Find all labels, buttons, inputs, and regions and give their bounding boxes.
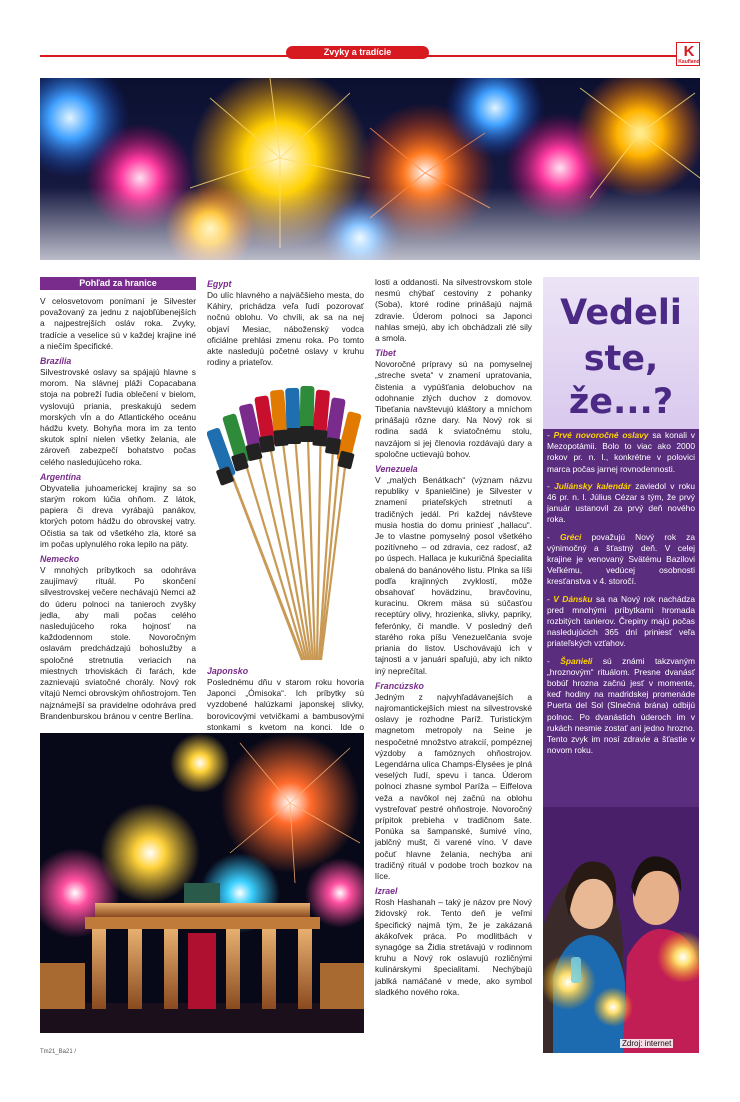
paragraph-francuzsko: Jedným z najvyhľadávanejších a najromantickejších miest na silvestrovské oslavy je rozhodne Paríž. Turistickým magnetom metropoly na Seine je nespočetné množstvo atrakcií, pompéznej výzdoby a famóznych ohňostrojov. Legendárna ulica Champs-Élysées je plná veselých ľudí, spevu i tanca. Úderom polnoci zhasne symbol Paríža – Eiffelova veža a navôkol nej začnú na oblohu vystreľovať pestré ohňostroje. Novoročný prípitok prebieha v tradičnom šate. Ponúka sa šampanské, šumivé víno, jablčný mušt, či varené víno. V dave počuť hlavne želania, nechýba ani tradičný rituál v podobe troch bozkov na líce.	[375, 691, 532, 881]
heading-japonsko: Japonsko	[207, 666, 249, 676]
fact-5: - Španieli sú známi takzvaným „hroznovým“ rituálom. Presne dvanásť bobúľ hrozna začnú jesť v momente, keď hodiny na madridskej promenáde Puerta del Sol (Slnečná brána) odbijú polnoc. Po dvanástich úderoch im v rukách nesmie zostať ani jedno hrozno. Tento zvyk im nosí zdravie a šťastie v novom roku.	[547, 655, 695, 756]
logo-letter: K	[683, 43, 695, 60]
brandenburg-illustration	[40, 733, 364, 1033]
heading-nemecko: Nemecko	[40, 554, 80, 565]
intro-paragraph: V celosvetovom ponímaní je Silvester považovaný za jednu z najobľúbenejších a najpestrejších osláv roka. Zvyky, tradície a veselice sú v každej krajine iné a niečím špecifické.	[40, 296, 196, 351]
couple-photo	[543, 807, 699, 1053]
fact-1-lead: Prvé novoročné oslavy	[553, 430, 649, 440]
did-you-know-sidebar	[543, 277, 699, 1053]
heading-venezuela: Venezuela	[375, 464, 418, 475]
heading-argentina: Argentína	[40, 471, 82, 482]
sidebar-title-line-3: že...?	[568, 382, 674, 422]
paragraph-izrael: Rosh Hashanah – taký je názov pre Nový židovský rok. Tento deň je veľmi špecifický najmä tým, že je zakázaná akákoľvek práca. Po modlitbách v synagóge sa Židia stretávajú v rodinnom kruhu a Nový rok oslavujú rozličnými kulinárskymi špecialitami. Nechýbajú jablká namáčané v mede, ako symbol sladkého nového roka.	[375, 897, 532, 997]
article-column-3	[375, 277, 532, 1002]
rockets-illustration	[207, 380, 364, 663]
heading-brazilia: Brazília	[40, 356, 72, 367]
rockets-image	[207, 380, 364, 663]
paragraph-brazilia: Silvestrovské oslavy sa spájajú hlavne s morom. Na slávnej pláži Copacabana stoja na pobreží ľudia oblečení v bielom, vyslovujú priania, preskakujú sedem morských vĺn a do Atlantického oceánu hádžu kvety. Bohyňa mora im za tento skutok splní nielen všetky želania, ale zároveň zabezpečí bohatstvo počas celého nasledujúceho roka.	[40, 367, 196, 467]
fact-2: - Juliánsky kalendár zaviedol v roku 46 pr. n. l. Július Cézar s tým, že prvý január ustanovil za prvý deň nového roka.	[547, 480, 696, 525]
fact-4-text: sa na Nový rok nachádza pred mnohými príbytkami hromada rozbitých tanierov. Črepiny majú počas nasledujúcich 365 dní priniesť veľa priateľských vzťahov.	[547, 593, 695, 649]
section-title: Zvyky a tradície	[286, 46, 429, 59]
fact-1-text: sa konali v Mezopotámii. Bolo to viac ako 2000 rokov pr. n. l., konkrétne v polovici marca počas jarnej rovnodennosti.	[547, 430, 695, 474]
fact-3-text: považujú Nový rok za výnimočný a šťastný deň. V celej krajine je venovaný Svätému Bazilovi Veľkému, vedúcej osobnosti kresťanstva v 4. storočí.	[547, 531, 695, 587]
paragraph-argentina: Obyvatelia juhoamerickej krajiny sa so starým rokom lúčia ohňom. Z látok, papiera či dreva vyrábajú panákov, ktorých potom hádžu do obrovskej vatry. Očistia sa tak od všetkého zla, ktoré sa im počas uplynulého roka lepilo na päty.	[40, 482, 196, 549]
sidebar-title-line-1: Vedeli	[560, 293, 682, 333]
fact-5-text: sú známi takzvaným „hroznovým“ rituálom. Presne dvanásť bobúľ hrozna začnú jesť v momente, keď hodiny na madridskej promenáde Puerta del Sol (Slnečná brána) odbijú polnoc. Po dvanástich úderoch im v rukách nesmie zostať ani jedno hrozno. Tento zvyk im nosí zdravie a šťastie v novom roku.	[547, 655, 695, 756]
paragraph-japonsko: Poslednému dňu v starom roku hovoria Japonci „Ómisoka“. Ich príbytky sú vyzdobené halúzkami japonskej slivky, borovicovými vetvičkami a bambusovými stonkami s kvetom na konci. Ide o	[207, 677, 364, 732]
hero-fireworks-image	[40, 78, 700, 260]
paragraph-venezuela: V „malých Benátkach“ (význam názvu republiky v španielčine) je Silvester v znamení priateľských stretnutí a tradičných jedál. Pri každej návšteve musia hostia do domu priniesť „hallacu“. Je to vlastne pomyselný posol všetkého pozitívneho – od zdravia, cez radosť, až po úspech. Hallaca je kukuričná špecialita obalená do banánového listu. Plnka sa líši podľa krajinných zvyklostí, môže obsahovať hovädzinu, bravčovinu, kuracinu. Okrem mäsa sú súčasťou receptúry olivy, hrozienka, slivky, papriky, feferónky, či mandle. V posledný deň starého roka píšu Venezuelčania svoje priania do listov. Uschovávajú ich v tajnosti a v januári spaľujú, aby ich nikto iný neprečítal.	[375, 475, 532, 676]
paragraph-nemecko: V mnohých príbytkoch sa odohráva zaujímavý rituál. Po skončení silvestrovskej večere nechávajú Nemci až do úderu polnoci na tanieroch zvyšky jedla, aby mali počas celého nasledujúceho roka hojnosť na každodennom stole. Novoročným oslavám predchádzajú bohoslužby a spoločné stretnutia veriacich na miestnych trhoviskách či farách, kde zaznievajú sviatočné chorály. Nový rok vítajú Nemci obrovským ohňostrojom. Ten najznámejší sa pravidelne odohráva pred Brandenburskou bránou v centre Berlína.	[40, 565, 196, 721]
paragraph-egypt: Do ulíc hlavného a najväčšieho mesta, do Káhiry, prichádza veľa ľudí pozorovať nočnú oblohu. Vo chvíli, ak sa na nej objaví Mesiac, náboženský vodca oficiálne prehlási zmenu roka. Po tomto akte nasledujú početné oslavy v kruhu rodiny a priateľov.	[207, 290, 364, 368]
sidebar-title-line-2: ste,	[583, 339, 659, 379]
fact-2-lead: Juliánsky kalendár	[554, 480, 631, 491]
fact-5-lead: Španieli	[560, 655, 593, 666]
article-column-2	[207, 277, 364, 372]
photo-credit: Zdroj: internet	[622, 1039, 672, 1048]
sidebar-facts	[547, 430, 695, 762]
paragraph-japonsko-cont: losti a oddanosti. Na silvestrovskom stole nesmú chýbať cestoviny z pohanky (Soba), ktoré rodine prinášajú najmä zdravie. Úderom polnoci sa Japonci nahlas smejú, aby ich obchádzali zlé sily a smola.	[375, 277, 532, 344]
logo-brand: Kaufland	[678, 59, 700, 65]
kaufland-logo	[676, 42, 700, 66]
fact-1: - Prvé novoročné oslavy sa konali v Mezopotámii. Bolo to viac ako 2000 rokov pr. n. l., konkrétne v polovici marca počas jarnej rovnodennosti.	[547, 430, 695, 474]
fact-4-lead: V Dánsku	[553, 593, 593, 604]
heading-egypt: Egypt	[207, 279, 232, 289]
heading-izrael: Izrael	[375, 886, 398, 897]
heading-tibet: Tibet	[375, 348, 396, 359]
couple-illustration	[543, 807, 699, 1053]
page-code: Tm21_Ba21 /	[40, 1049, 77, 1055]
fact-3-lead: Gréci	[559, 531, 582, 542]
fact-4: - V Dánsku sa na Nový rok nachádza pred mnohými príbytkami hromada rozbitých tanierov. Črepiny majú počas nasledujúcich 365 dní priniesť veľa priateľských vzťahov.	[547, 593, 695, 649]
article-column-1	[40, 277, 196, 726]
section-pill: Pohľad za hranice	[40, 277, 196, 290]
heading-francuzsko: Francúzsko	[375, 680, 424, 691]
fact-3: - Gréci považujú Nový rok za výnimočný a šťastný deň. V celej krajine je venovaný Svätému Bazilovi Veľkému, vedúcej osobnosti kresťanstva v 4. storočí.	[547, 531, 695, 587]
fireworks-illustration	[40, 78, 700, 260]
sidebar-header	[543, 277, 699, 429]
paragraph-tibet: Novoročné prípravy sú na pomyselnej „streche sveta“ v znamení upratovania, čistenia a vypúšťania delobuchov na odohnanie zlých duchov z domovov. Tibeťania navštevujú kláštory a mníchom prinášajú rôzne dary. Na Nový rok si rodina sadá k sviatočnému stolu, navzájom si jej členovia rozdávajú dary a spoločne uctievajú bohov.	[375, 359, 532, 459]
fact-2-text: zaviedol v roku 46 pr. n. l. Július Cézar s tým, že prvý január ustanovil za prvý deň nového roka.	[547, 480, 696, 525]
brandenburg-gate-image	[40, 733, 364, 1033]
